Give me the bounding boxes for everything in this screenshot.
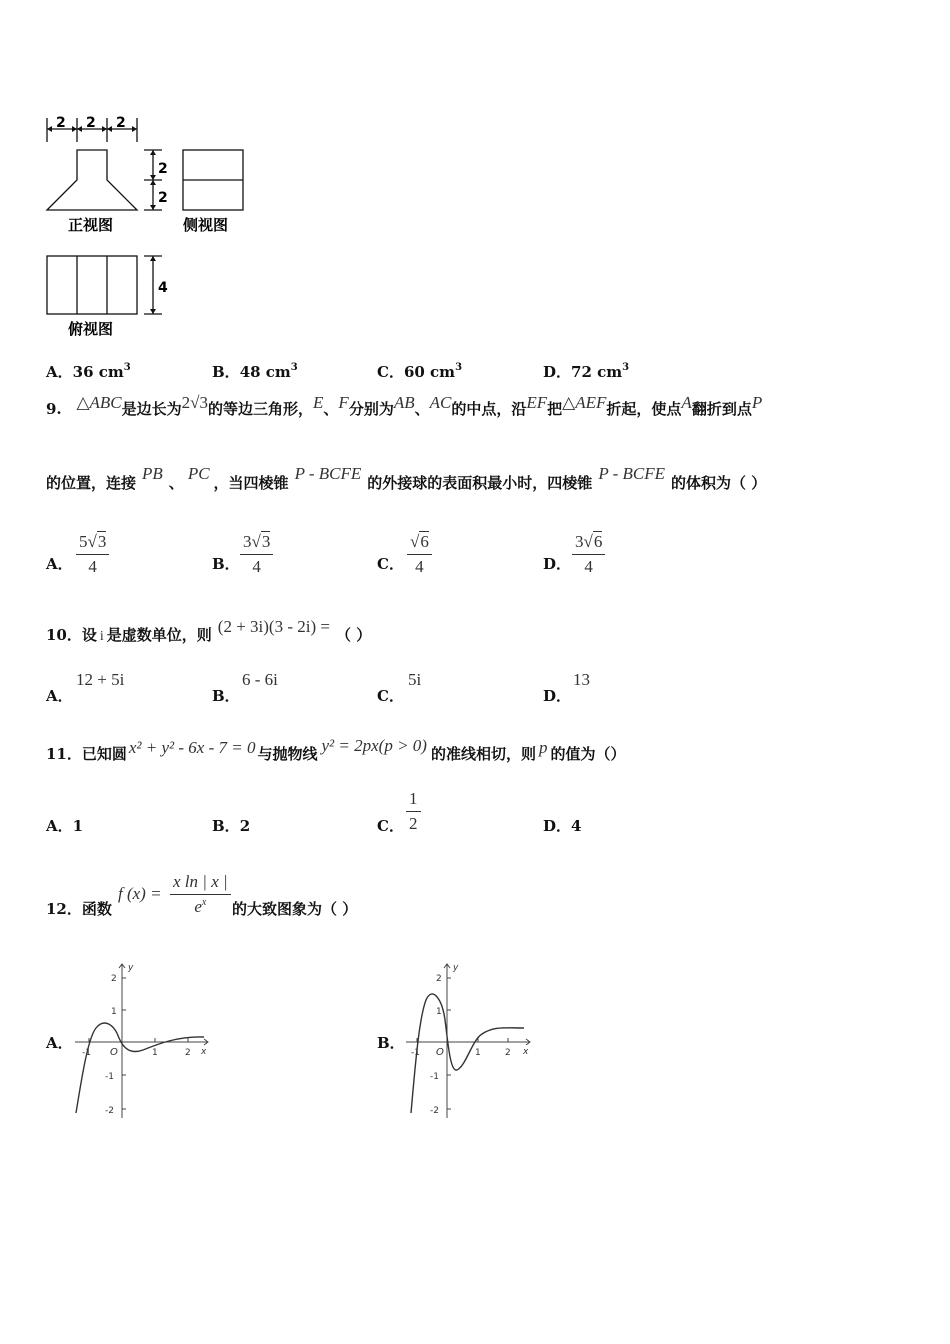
q12-number: 12．函数 xyxy=(46,900,112,918)
q8-option-b[interactable]: B．48 $cm^3$ xyxy=(212,362,298,381)
svg-text:-1: -1 xyxy=(82,1048,91,1058)
svg-text:2: 2 xyxy=(111,974,117,984)
q10-option-c-label[interactable]: C． xyxy=(377,687,404,705)
svg-text:-2: -2 xyxy=(105,1106,114,1116)
q12-lhs: f (x) = xyxy=(118,884,162,903)
q9-option-b-label[interactable]: B． xyxy=(212,555,240,573)
q10-option-a-label[interactable]: A． xyxy=(46,687,73,705)
q9-option-a-value[interactable]: $\frac{5√3}{4}$ xyxy=(76,532,109,577)
q12-option-a-label[interactable]: A． xyxy=(46,1034,73,1052)
q12-graph-a[interactable] xyxy=(70,958,215,1123)
q9-option-d-value[interactable]: $\frac{3√6}{4}$ xyxy=(572,532,605,577)
q9-line1: 9. △ABC是边长为2√3的等边三角形，E、F分别为AB、AC的中点，沿EF把△AEF折起，使点A翻折到点P xyxy=(46,393,763,418)
q10-option-c-value[interactable]: 5i xyxy=(408,670,422,689)
q9-option-a-label[interactable]: A． xyxy=(46,555,73,573)
dim-top-2: 2 xyxy=(86,115,96,131)
svg-text:2: 2 xyxy=(185,1048,191,1058)
svg-text:2: 2 xyxy=(436,974,442,984)
svg-text:O: O xyxy=(110,1047,118,1058)
svg-text:-2: -2 xyxy=(430,1106,439,1116)
dim-top-3: 2 xyxy=(116,115,126,131)
three-view-figure xyxy=(40,112,260,344)
dim-side-1: 2 xyxy=(158,161,168,177)
svg-text:1: 1 xyxy=(475,1048,481,1058)
q9-option-c-value[interactable]: $\frac{√6}{4}$ xyxy=(407,532,432,577)
svg-text:-1: -1 xyxy=(411,1048,420,1058)
q11-stem: 11．已知圆 x² + y² - 6x - 7 = 0 与抛物线 y² = 2px(p > 0) 的准线相切，则 p 的值为（） xyxy=(46,736,626,763)
q11-option-a[interactable]: A．1 xyxy=(46,817,84,835)
q8-option-c[interactable]: C．60 $cm^3$ xyxy=(377,362,463,381)
svg-text:x: x xyxy=(201,1047,207,1057)
svg-text:2: 2 xyxy=(505,1048,511,1058)
svg-text:y: y xyxy=(128,963,134,973)
q10-option-b-value[interactable]: 6 - 6i xyxy=(242,670,278,689)
dim-plan: 4 xyxy=(158,280,168,296)
q10-stem: 10．设 i 是虚数单位，则 (2 + 3i)(3 - 2i) = （ ） xyxy=(46,617,372,644)
q11-option-c-label[interactable]: C． xyxy=(377,817,404,835)
q8-option-d[interactable]: D．72 $cm^3$ xyxy=(543,362,630,381)
q11-option-b[interactable]: B．2 xyxy=(212,817,251,835)
svg-text:1: 1 xyxy=(436,1007,442,1017)
q9-line2: 的位置，连接 PB 、 PC ，当四棱锥 P - BCFE 的外接球的表面积最小时，四棱锥 P - BCFE 的体积为（ ） xyxy=(46,464,767,492)
dim-side-2: 2 xyxy=(158,190,168,206)
svg-text:-1: -1 xyxy=(430,1072,439,1082)
q12-fraction: $\frac{\text{x ln | x |}}{e^x}$ xyxy=(170,872,231,917)
svg-text:O: O xyxy=(436,1047,444,1058)
q10-option-d-label[interactable]: D． xyxy=(543,687,572,705)
q10-option-a-value[interactable]: 12 + 5i xyxy=(76,670,125,689)
q8-option-a[interactable]: A．36 $cm^3$ xyxy=(46,362,131,381)
svg-text:y: y xyxy=(453,963,459,973)
q12-option-b-label[interactable]: B． xyxy=(377,1034,405,1052)
q10-option-b-label[interactable]: B． xyxy=(212,687,240,705)
q9-number: 9. xyxy=(46,400,62,418)
q9-option-d-label[interactable]: D． xyxy=(543,555,572,573)
svg-text:x: x xyxy=(523,1047,529,1057)
svg-text:1: 1 xyxy=(152,1048,158,1058)
q11-option-c-value[interactable]: $\frac{1}{2}$ xyxy=(406,789,421,834)
q11-option-d[interactable]: D．4 xyxy=(543,817,582,835)
q9-option-c-label[interactable]: C． xyxy=(377,555,404,573)
front-view-shape xyxy=(47,150,137,210)
svg-text:-1: -1 xyxy=(105,1072,114,1082)
top-view-shape xyxy=(47,256,137,314)
q12-graph-b[interactable] xyxy=(402,958,537,1123)
q12-tail: 的大致图象为（ ） xyxy=(232,900,358,918)
side-view-label: 侧视图 xyxy=(183,216,229,234)
front-view-label: 正视图 xyxy=(68,216,114,234)
dim-top-1: 2 xyxy=(56,115,66,131)
q9-option-b-value[interactable]: $\frac{3√3}{4}$ xyxy=(240,532,273,577)
svg-text:1: 1 xyxy=(111,1007,117,1017)
top-view-label: 俯视图 xyxy=(68,320,114,338)
q10-option-d-value[interactable]: 13 xyxy=(573,670,590,689)
